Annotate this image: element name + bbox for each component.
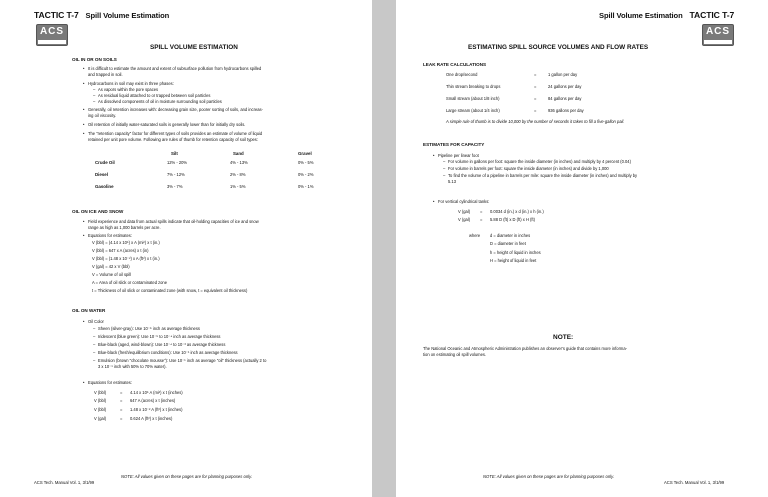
tank-eq-lhs: V (gal) bbox=[458, 209, 471, 214]
footer-manual: ACS Tech. Manual Vol. 1, 3/1/99 bbox=[664, 480, 725, 485]
soils-dash-2: – As residual liquid attached to or trapped between soil particles bbox=[98, 93, 210, 99]
leak-label: Small stream (about 1/8 inch) bbox=[446, 96, 500, 101]
logo-text: ACS bbox=[705, 26, 731, 37]
ice-bullet-2: • Equations for estimates: bbox=[88, 233, 132, 239]
capacity-dash-2: – For volume in barrels per foot: square the inside diameter (in inches) and divide by 1,000 bbox=[448, 166, 609, 172]
leak-eq-sign: = bbox=[534, 72, 537, 77]
soils-bullet-1: • It is difficult to estimate the amount and extent of subsurface pollution from hydrocarbons spilled bbox=[88, 66, 261, 72]
acs-logo bbox=[702, 24, 734, 46]
ice-equation: V (gal) = 42 x V (bbl) bbox=[92, 264, 130, 269]
acs-logo bbox=[36, 24, 68, 46]
leak-value: 1 gallon per day bbox=[548, 72, 578, 77]
page-gutter bbox=[372, 0, 396, 497]
section-heading-ice: OIL ON ICE AND SNOW bbox=[72, 209, 124, 214]
tank-eq-rhs: 0.0034 d (in.) x d (in.) x h (in.) bbox=[490, 209, 544, 214]
section-heading-leak: LEAK RATE CALCULATIONS bbox=[423, 62, 487, 67]
tank-eq-rhs: 5.88 D (ft) x D (ft) x H (ft) bbox=[490, 217, 536, 222]
water-bullet-1: • Oil Color bbox=[88, 319, 104, 325]
leak-value: 84 gallons per day bbox=[548, 96, 582, 101]
footer-note: NOTE: All values given on these pages are for planning purposes only. bbox=[121, 474, 253, 479]
table-cell: 0% - 2% bbox=[298, 172, 314, 177]
table-header-gravel: Gravel bbox=[298, 151, 312, 156]
table-cell: 7% - 12% bbox=[167, 172, 185, 177]
water-eq-lhs: V (bbl) bbox=[94, 398, 107, 403]
soils-bullet-3-cont: ing oil viscosity. bbox=[88, 113, 117, 118]
leak-value: 936 gallons per day bbox=[548, 108, 584, 113]
water-eq-rhs: 4.14 x 10⁵ A (mi²) x t (inches) bbox=[130, 390, 183, 395]
logo-text: ACS bbox=[39, 26, 65, 37]
left-header bbox=[34, 10, 169, 20]
ice-bullet-1-cont: range as high as 1,000 barrels per acre. bbox=[88, 225, 161, 230]
ice-definition: V = Volume of oil spill bbox=[92, 272, 132, 277]
capacity-bullet-1: • Pipeline per linear foot bbox=[438, 153, 479, 159]
table-cell: 1% - 5% bbox=[230, 184, 246, 189]
ice-definition: t = Thickness of oil slick or contaminated zone (with snow, t = equivalent oil thickness) bbox=[92, 288, 248, 293]
water-eq-sign: = bbox=[120, 416, 123, 421]
section-heading-capacity: ESTIMATES FOR CAPACITY bbox=[423, 142, 485, 147]
soils-bullet-5-cont: retained per unit pore volume. Following are rules of thumb for retention capacity of soil types: bbox=[88, 137, 258, 142]
table-row-label: Crude Oil bbox=[95, 160, 115, 165]
water-eq-lhs: V (gal) bbox=[94, 416, 107, 421]
footer-note: NOTE: All values given on these pages are for planning purposes only. bbox=[483, 474, 615, 479]
leak-rule-of-thumb: A simple rule of thumb is to divide 10,000 by the number of seconds it takes to fill a five-gallon pail. bbox=[446, 119, 625, 124]
soils-bullet-5: • The "retention capacity" factor for different types of soils provides an estimate of volume of liquid bbox=[88, 131, 262, 137]
ice-definition: A = Area of oil slick or contaminated zone bbox=[92, 280, 167, 285]
water-eq-sign: = bbox=[120, 390, 123, 395]
ice-equation: V (bbl) = (4.14 x 10⁵) x A (mi²) x t (in.) bbox=[92, 240, 160, 245]
logo-bar bbox=[704, 40, 732, 44]
right-page bbox=[396, 0, 768, 497]
capacity-dash-3: – To find the volume of a pipeline in barrels per mile: square the inside diameter (in inches) and multiply by bbox=[448, 173, 637, 179]
where-label: where bbox=[469, 233, 481, 238]
table-row-label: Diesel bbox=[95, 172, 108, 177]
leak-label: Large stream (about 1/4 inch) bbox=[446, 108, 500, 113]
table-cell: 0% - 1% bbox=[298, 184, 314, 189]
ice-equation: V (bbl) = (1.48 x 10⁻²) x A (ft²) x t (in.) bbox=[92, 256, 160, 261]
tank-eq-sign: = bbox=[480, 209, 483, 214]
note-heading: NOTE: bbox=[553, 334, 574, 341]
water-bullet-2: • Equations for estimates: bbox=[88, 380, 132, 386]
soils-bullet-3: • Generally, oil retention increases with: decreasing grain size, poorer sorting of soils, and increas- bbox=[88, 107, 263, 113]
note-text: The National Oceanic and Atmospheric Administration publishes an observer's guide that contains more informa- bbox=[423, 346, 627, 351]
tank-eq-sign: = bbox=[480, 217, 483, 222]
water-dash-5: – Emulsion (brown "chocolate mousse"): Use 10⁻¹ inch as average "oil" thickness (actually 2 to bbox=[98, 358, 266, 364]
water-eq-lhs: V (bbl) bbox=[94, 390, 107, 395]
header-title: Spill Volume Estimation bbox=[85, 11, 170, 20]
where-definition: d = diameter in inches bbox=[490, 233, 531, 238]
header-tactic: TACTIC T-7 bbox=[34, 10, 79, 20]
soils-bullet-1-cont: and trapped in soil. bbox=[88, 71, 123, 77]
where-definition: D = diameter in feet bbox=[490, 241, 526, 246]
table-cell: 4% - 13% bbox=[230, 160, 248, 165]
leak-value: 24 gallons per day bbox=[548, 84, 582, 89]
water-eq-rhs: 647 A (acres) x t (inches) bbox=[130, 398, 176, 403]
footer-manual: ACS Tech. Manual Vol. 1, 3/1/99 bbox=[34, 480, 95, 485]
table-cell: 0% - 5% bbox=[298, 160, 314, 165]
section-heading-soils: OIL IN OR ON SOILS bbox=[72, 57, 117, 62]
section-heading-water: OIL ON WATER bbox=[72, 308, 106, 313]
water-eq-rhs: 1.48 x 10⁻² A (ft²) x t (inches) bbox=[130, 407, 183, 412]
table-header-sand: Sand bbox=[233, 151, 244, 156]
water-dash-3: – Blue-black (aged, wind-blown): Use 10⁻⁴ to 10⁻³ as average thickness bbox=[98, 342, 225, 348]
leak-eq-sign: = bbox=[534, 96, 537, 101]
leak-label: One drop/second bbox=[446, 72, 478, 77]
water-eq-lhs: V (bbl) bbox=[94, 407, 107, 412]
table-row-label: Gasoline bbox=[95, 184, 114, 189]
soils-dash-1: – As vapors within the pore spaces bbox=[98, 87, 158, 93]
water-eq-rhs: 0.624 A (ft²) x t (inches) bbox=[130, 416, 173, 421]
page-title: ESTIMATING SPILL SOURCE VOLUMES AND FLOW RATES bbox=[468, 44, 649, 51]
leak-eq-sign: = bbox=[534, 84, 537, 89]
water-dash-5-cont: 3 x 10⁻¹ inch with 50% to 70% water). bbox=[98, 364, 167, 369]
capacity-bullet-2: • For vertical cylindrical tanks: bbox=[438, 199, 489, 205]
table-cell: 3% - 7% bbox=[167, 184, 183, 189]
soils-bullet-4: • Oil retention of initially water-saturated soils is generally lower than for initially dry soils. bbox=[88, 122, 245, 128]
water-dash-4: – Blue-black (fresh/equilibrium conditions): Use 10⁻¹ inch as average thickness bbox=[98, 350, 238, 356]
left-page bbox=[0, 0, 372, 497]
page-title: SPILL VOLUME ESTIMATION bbox=[150, 44, 238, 51]
right-header bbox=[599, 10, 734, 20]
leak-eq-sign: = bbox=[534, 108, 537, 113]
header-title: Spill Volume Estimation bbox=[599, 11, 683, 20]
capacity-dash-3-cont: 5.13 bbox=[448, 179, 456, 184]
ice-equation: V (bbl) = 647 x A (acres) x t (in) bbox=[92, 248, 149, 253]
water-eq-sign: = bbox=[120, 398, 123, 403]
water-dash-1: – Sheen (silver-gray): Use 10⁻⁵ inch as average thickness bbox=[98, 326, 200, 332]
table-header-silt: Silt bbox=[171, 151, 178, 156]
table-cell: 12% - 20% bbox=[167, 160, 188, 165]
water-eq-sign: = bbox=[120, 407, 123, 412]
header-tactic: TACTIC T-7 bbox=[689, 10, 735, 20]
water-dash-2: – Iridescent (blue green): Use 10⁻⁵ to 10⁻⁴ inch as average thickness bbox=[98, 334, 220, 340]
soils-bullet-2: • Hydrocarbons in soil may exist in three phases: bbox=[88, 81, 174, 87]
leak-label: Thin stream breaking to drops bbox=[446, 84, 501, 89]
where-definition: H = height of liquid in feet bbox=[490, 258, 537, 263]
table-cell: 2% - 8% bbox=[230, 172, 246, 177]
where-definition: h = height of liquid in inches bbox=[490, 250, 541, 255]
logo-bar bbox=[38, 40, 66, 44]
capacity-dash-1: – For volume in gallons per foot: square the inside diameter (in inches) and multiply by 4 percent (0.04) bbox=[448, 159, 631, 165]
note-text-cont: tion on estimating oil spill volumes. bbox=[423, 352, 487, 357]
soils-dash-3: – As dissolved components of oil in moisture surrounding soil particles bbox=[98, 99, 222, 105]
ice-bullet-1: • Field experience and data from actual spills indicate that oil-holding capacities of ice and snow bbox=[88, 219, 259, 225]
tank-eq-lhs: V (gal) bbox=[458, 217, 471, 222]
